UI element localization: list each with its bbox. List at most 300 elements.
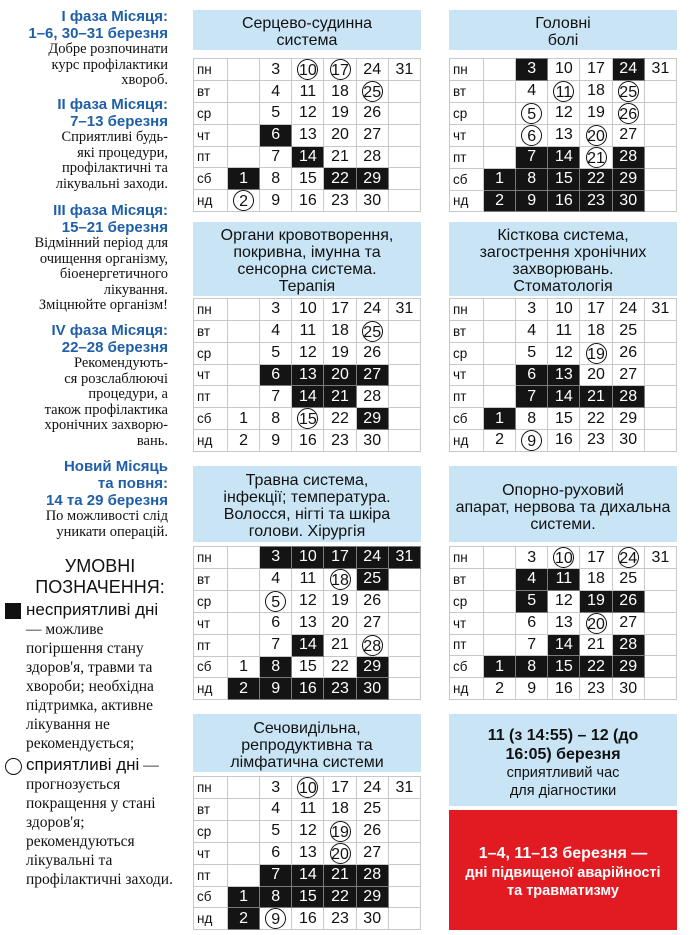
calendar-day: 15 bbox=[292, 168, 324, 190]
calendar-day: 6 bbox=[516, 364, 548, 386]
calendar-day bbox=[516, 124, 548, 146]
calendar-day: 16 bbox=[548, 429, 580, 451]
phase-3 bbox=[0, 202, 168, 314]
calendar-day bbox=[356, 81, 388, 103]
calendar-day: 24 bbox=[612, 299, 644, 321]
calendar-grid bbox=[449, 298, 677, 452]
calendar-grid bbox=[193, 546, 421, 700]
phase-4-desc-1: Рекомендують- bbox=[73, 355, 168, 371]
calendar-day: 26 bbox=[356, 103, 388, 125]
calendar-day bbox=[388, 864, 420, 886]
panel-title: Травна система, інфекції; температура. Волосся, нігті та шкіра голови. Хірургія bbox=[223, 472, 391, 540]
calendar-row bbox=[450, 102, 677, 124]
calendar-row bbox=[450, 408, 677, 430]
phase-2-desc-2: які процедури, bbox=[77, 144, 168, 161]
calendar-row bbox=[194, 103, 421, 125]
phase-4 bbox=[0, 322, 168, 449]
calendar-day: 19 bbox=[580, 102, 612, 124]
calendar-day bbox=[548, 80, 580, 102]
calendar-day: 14 bbox=[548, 386, 580, 408]
calendar-day: 13 bbox=[548, 124, 580, 146]
calendar-day bbox=[228, 864, 260, 886]
phase-2 bbox=[0, 96, 168, 192]
calendar-row bbox=[194, 820, 421, 842]
calendar-day bbox=[388, 146, 420, 168]
calendar-row bbox=[194, 799, 421, 821]
calendar-day: 3 bbox=[260, 59, 292, 81]
calendar-day bbox=[516, 429, 548, 451]
calendar-day bbox=[484, 124, 516, 146]
weekday-label: пт bbox=[450, 386, 484, 408]
calendar-day bbox=[580, 124, 612, 146]
info-line-3: сприятливий час bbox=[506, 765, 620, 781]
good-day-circle: 25 bbox=[362, 81, 383, 102]
calendar-day bbox=[644, 590, 676, 612]
calendar-day: 6 bbox=[260, 364, 292, 386]
calendar-day: 1 bbox=[484, 168, 516, 190]
calendar-day: 26 bbox=[356, 590, 388, 612]
calendar-day: 9 bbox=[260, 430, 292, 452]
calendar-day bbox=[484, 342, 516, 364]
calendar-day: 5 bbox=[516, 342, 548, 364]
calendar-row bbox=[450, 547, 677, 569]
calendar-day: 14 bbox=[548, 634, 580, 656]
weekday-label: пн bbox=[194, 59, 228, 81]
weekday-label: вт bbox=[450, 80, 484, 102]
calendar-day: 17 bbox=[324, 777, 356, 799]
legend-bad-label: несприятливі дні bbox=[26, 600, 159, 619]
calendar-day: 13 bbox=[292, 124, 324, 146]
calendar-day bbox=[388, 612, 420, 634]
weekday-label: сб bbox=[194, 168, 228, 190]
phase-4-desc-4: також профілактика bbox=[44, 401, 168, 418]
weekday-label: вт bbox=[194, 81, 228, 103]
calendar-day bbox=[644, 612, 676, 634]
calendar-day bbox=[548, 547, 580, 569]
info-line-2: 16:05) березня bbox=[505, 746, 621, 763]
calendar-day bbox=[644, 102, 676, 124]
calendar-day: 16 bbox=[292, 430, 324, 452]
calendar-day: 3 bbox=[516, 59, 548, 81]
calendar-day bbox=[388, 799, 420, 821]
calendar-day: 19 bbox=[324, 590, 356, 612]
good-day-circle: 15 bbox=[297, 408, 318, 429]
legend-title-2: ПОЗНАЧЕННЯ: bbox=[35, 577, 165, 597]
calendar-day bbox=[260, 590, 292, 612]
good-day-circle: 11 bbox=[553, 81, 574, 102]
calendar-day bbox=[484, 612, 516, 634]
calendar-row bbox=[194, 364, 421, 386]
calendar-day bbox=[228, 777, 260, 799]
calendar-day: 24 bbox=[356, 59, 388, 81]
calendar-day bbox=[388, 430, 420, 452]
weekday-label: сб bbox=[450, 408, 484, 430]
calendar-day: 2 bbox=[484, 190, 516, 212]
calendar-day: 11 bbox=[548, 569, 580, 591]
calendar-day bbox=[388, 656, 420, 678]
calendar-day: 16 bbox=[292, 908, 324, 930]
calendar-day: 8 bbox=[260, 656, 292, 678]
calendar-day bbox=[612, 80, 644, 102]
calendar-day bbox=[388, 103, 420, 125]
calendar-day bbox=[644, 678, 676, 700]
calendar-day bbox=[324, 820, 356, 842]
calendar-day: 29 bbox=[612, 168, 644, 190]
calendar-day: 15 bbox=[292, 886, 324, 908]
good-day-circle: 10 bbox=[297, 59, 318, 80]
calendar-day: 12 bbox=[292, 590, 324, 612]
calendar-day: 18 bbox=[580, 569, 612, 591]
calendar-day: 20 bbox=[324, 612, 356, 634]
calendar-row bbox=[450, 590, 677, 612]
calendar-day: 8 bbox=[260, 168, 292, 190]
calendar-day bbox=[644, 656, 676, 678]
calendar-day bbox=[388, 386, 420, 408]
accident-alert-box bbox=[449, 810, 677, 930]
phase-1-title: I фаза Місяця: bbox=[61, 8, 168, 25]
calendar-grid bbox=[193, 298, 421, 452]
diagnostics-info-box bbox=[449, 714, 677, 806]
calendar-day bbox=[228, 820, 260, 842]
calendar-day: 30 bbox=[612, 190, 644, 212]
calendar-day: 28 bbox=[612, 386, 644, 408]
calendar-row bbox=[194, 59, 421, 81]
calendar-day: 20 bbox=[324, 124, 356, 146]
calendar-day: 2 bbox=[484, 429, 516, 451]
calendar-day: 21 bbox=[324, 146, 356, 168]
calendar-day: 17 bbox=[580, 59, 612, 81]
calendar-row bbox=[194, 568, 421, 590]
calendar-day: 23 bbox=[324, 430, 356, 452]
black-square-icon bbox=[5, 603, 21, 619]
calendar-day: 31 bbox=[644, 547, 676, 569]
weekday-label: пн bbox=[450, 59, 484, 81]
calendar-day bbox=[228, 59, 260, 81]
weekday-label: сб bbox=[450, 656, 484, 678]
good-day-circle: 9 bbox=[521, 430, 542, 451]
calendar-day: 21 bbox=[324, 864, 356, 886]
calendar-row bbox=[194, 590, 421, 612]
calendar-day: 8 bbox=[516, 168, 548, 190]
panel-title: Опорно-руховий апарат, нервова та дихальна системи. bbox=[455, 482, 671, 533]
calendar-day: 26 bbox=[612, 590, 644, 612]
calendar-day: 12 bbox=[548, 590, 580, 612]
good-day-circle: 20 bbox=[586, 125, 607, 146]
panel-blood bbox=[193, 222, 421, 454]
calendar-day: 2 bbox=[484, 678, 516, 700]
calendar-day: 31 bbox=[388, 777, 420, 799]
calendar-day: 27 bbox=[356, 612, 388, 634]
good-day-circle: 20 bbox=[586, 613, 607, 634]
calendar-day: 18 bbox=[324, 81, 356, 103]
calendar-day: 22 bbox=[324, 168, 356, 190]
weekday-label: нд bbox=[450, 678, 484, 700]
calendar-day bbox=[644, 320, 676, 342]
phase-5-extra: 14 та 29 березня bbox=[46, 492, 168, 509]
weekday-label: вт bbox=[450, 320, 484, 342]
panel-muscle bbox=[449, 466, 677, 702]
calendar-day: 25 bbox=[612, 320, 644, 342]
calendar-day bbox=[484, 146, 516, 168]
phase-5 bbox=[0, 458, 168, 540]
good-day-circle: 19 bbox=[330, 821, 351, 842]
calendar-day: 29 bbox=[356, 408, 388, 430]
calendar-day: 3 bbox=[260, 777, 292, 799]
calendar-day: 30 bbox=[356, 430, 388, 452]
weekday-label: чт bbox=[194, 364, 228, 386]
calendar-row bbox=[450, 168, 677, 190]
calendar-day: 28 bbox=[356, 386, 388, 408]
calendar-row bbox=[194, 124, 421, 146]
calendar-day: 30 bbox=[356, 190, 388, 212]
calendar-day: 4 bbox=[260, 799, 292, 821]
calendar-day bbox=[484, 102, 516, 124]
weekday-label: пн bbox=[450, 547, 484, 569]
calendar-day bbox=[228, 634, 260, 656]
calendar-row bbox=[194, 864, 421, 886]
calendar-row bbox=[194, 190, 421, 212]
calendar-day bbox=[324, 59, 356, 81]
calendar-row bbox=[450, 386, 677, 408]
weekday-label: сб bbox=[194, 408, 228, 430]
weekday-label: пн bbox=[194, 299, 228, 321]
calendar-row bbox=[194, 146, 421, 168]
calendar-day bbox=[484, 299, 516, 321]
legend-title-1: УМОВНІ bbox=[64, 556, 136, 576]
calendar-day: 14 bbox=[292, 146, 324, 168]
weekday-label: ср bbox=[450, 590, 484, 612]
phase-3-desc-4: лікування. bbox=[103, 281, 168, 298]
calendar-day: 8 bbox=[516, 408, 548, 430]
calendar-day: 21 bbox=[324, 634, 356, 656]
calendar-day: 12 bbox=[548, 342, 580, 364]
good-day-circle: 2 bbox=[233, 190, 254, 211]
calendar-day bbox=[484, 364, 516, 386]
calendar-day bbox=[644, 569, 676, 591]
calendar-day: 13 bbox=[292, 612, 324, 634]
calendar-day bbox=[388, 168, 420, 190]
calendar-day: 31 bbox=[644, 299, 676, 321]
calendar-day: 23 bbox=[580, 678, 612, 700]
weekday-label: ср bbox=[450, 102, 484, 124]
calendar-day bbox=[484, 547, 516, 569]
calendar-day: 4 bbox=[260, 568, 292, 590]
calendar-day bbox=[388, 842, 420, 864]
weekday-label: сб bbox=[194, 656, 228, 678]
calendar-day: 29 bbox=[612, 408, 644, 430]
calendar-day: 4 bbox=[516, 569, 548, 591]
calendar-day: 11 bbox=[292, 81, 324, 103]
calendar-day bbox=[644, 124, 676, 146]
good-day-circle: 20 bbox=[330, 843, 351, 864]
good-day-circle: 18 bbox=[330, 569, 351, 590]
calendar-day: 8 bbox=[516, 656, 548, 678]
good-day-circle: 25 bbox=[362, 321, 383, 342]
calendar-day bbox=[612, 547, 644, 569]
calendar-day bbox=[484, 386, 516, 408]
calendar-day: 29 bbox=[356, 656, 388, 678]
calendar-day: 16 bbox=[548, 190, 580, 212]
calendar-day: 9 bbox=[516, 678, 548, 700]
weekday-label: пт bbox=[194, 146, 228, 168]
calendar-day: 27 bbox=[612, 612, 644, 634]
calendar-row bbox=[450, 299, 677, 321]
calendar-day: 30 bbox=[612, 678, 644, 700]
calendar-day: 25 bbox=[356, 568, 388, 590]
calendar-day: 19 bbox=[324, 103, 356, 125]
calendar-day bbox=[388, 634, 420, 656]
calendar-day: 3 bbox=[260, 299, 292, 321]
calendar-row bbox=[194, 320, 421, 342]
calendar-day bbox=[388, 886, 420, 908]
calendar-day: 23 bbox=[324, 908, 356, 930]
calendar-day: 9 bbox=[516, 190, 548, 212]
calendar-grid bbox=[193, 776, 421, 930]
calendar-row bbox=[450, 342, 677, 364]
calendar-day bbox=[612, 102, 644, 124]
weekday-label: пт bbox=[450, 634, 484, 656]
good-day-circle: 21 bbox=[586, 147, 607, 168]
calendar-day bbox=[388, 124, 420, 146]
phase-4-title: IV фаза Місяця: bbox=[51, 322, 168, 339]
legend-bad bbox=[4, 600, 174, 753]
calendar-day: 1 bbox=[228, 168, 260, 190]
calendar-day: 6 bbox=[516, 612, 548, 634]
calendar-day: 16 bbox=[548, 678, 580, 700]
calendar-day: 27 bbox=[612, 124, 644, 146]
calendar-day: 9 bbox=[260, 190, 292, 212]
calendar-day bbox=[228, 81, 260, 103]
calendar-day: 10 bbox=[548, 59, 580, 81]
weekday-label: чт bbox=[194, 124, 228, 146]
weekday-label: ср bbox=[194, 820, 228, 842]
calendar-day: 16 bbox=[292, 190, 324, 212]
calendar-day bbox=[388, 190, 420, 212]
panel-digest bbox=[193, 466, 421, 702]
phase-4-desc-5: хронічних захворю- bbox=[44, 417, 168, 433]
phase-1-desc-2: курс профілактики bbox=[51, 56, 168, 73]
calendar-day: 25 bbox=[356, 799, 388, 821]
phase-3-desc-3: біоенергетичного bbox=[59, 266, 168, 282]
legend bbox=[4, 556, 174, 889]
weekday-label: ср bbox=[194, 590, 228, 612]
weekday-label: пт bbox=[194, 386, 228, 408]
calendar-day: 1 bbox=[228, 886, 260, 908]
calendar-day: 14 bbox=[292, 634, 324, 656]
weekday-label: нд bbox=[450, 190, 484, 212]
phase-4-desc-2: ся розслаблюючі bbox=[64, 370, 168, 387]
calendar-day: 12 bbox=[292, 342, 324, 364]
calendar-day: 22 bbox=[580, 168, 612, 190]
calendar-day bbox=[228, 342, 260, 364]
calendar-day: 3 bbox=[260, 547, 292, 569]
calendar-day: 17 bbox=[324, 299, 356, 321]
calendar-day bbox=[644, 364, 676, 386]
calendar-day bbox=[324, 842, 356, 864]
weekday-label: пт bbox=[194, 634, 228, 656]
phase-3-desc-5: Зміцнюйте організм! bbox=[38, 297, 168, 313]
phase-4-dates: 22–28 березня bbox=[61, 339, 168, 356]
calendar-day bbox=[228, 799, 260, 821]
calendar-day: 2 bbox=[228, 908, 260, 930]
calendar-row bbox=[194, 842, 421, 864]
info-line-1: 11 (з 14:55) – 12 (до bbox=[487, 727, 639, 744]
calendar-day: 5 bbox=[260, 820, 292, 842]
calendar-day: 14 bbox=[548, 146, 580, 168]
calendar-day: 15 bbox=[548, 168, 580, 190]
calendar-day: 24 bbox=[356, 777, 388, 799]
calendar-day bbox=[228, 124, 260, 146]
calendar-day: 18 bbox=[324, 320, 356, 342]
calendar-day: 1 bbox=[228, 656, 260, 678]
weekday-label: чт bbox=[450, 364, 484, 386]
calendar-day bbox=[356, 320, 388, 342]
calendar-day: 26 bbox=[356, 820, 388, 842]
calendar-day bbox=[644, 190, 676, 212]
calendar-day bbox=[484, 320, 516, 342]
weekday-label: нд bbox=[194, 678, 228, 700]
calendar-day bbox=[228, 386, 260, 408]
good-day-circle: 6 bbox=[521, 125, 542, 146]
calendar-grid bbox=[193, 58, 421, 212]
weekday-label: вт bbox=[194, 799, 228, 821]
calendar-day: 17 bbox=[580, 299, 612, 321]
good-day-circle: 5 bbox=[265, 591, 286, 612]
calendar-row bbox=[450, 320, 677, 342]
calendar-day: 28 bbox=[612, 146, 644, 168]
phase-4-desc-3: процедури, а bbox=[88, 386, 168, 402]
calendar-day: 31 bbox=[388, 299, 420, 321]
weekday-label: чт bbox=[450, 612, 484, 634]
phase-2-dates: 7–13 березня bbox=[70, 113, 168, 130]
calendar-day bbox=[484, 59, 516, 81]
calendar-day: 24 bbox=[356, 547, 388, 569]
weekday-label: пн bbox=[194, 777, 228, 799]
calendar-day bbox=[292, 408, 324, 430]
calendar-day: 13 bbox=[292, 364, 324, 386]
phase-5-dates: та повня: bbox=[97, 475, 168, 492]
calendar-day: 22 bbox=[324, 886, 356, 908]
calendar-day: 3 bbox=[516, 547, 548, 569]
calendar-day: 7 bbox=[260, 386, 292, 408]
calendar-day bbox=[228, 568, 260, 590]
weekday-label: ср bbox=[194, 103, 228, 125]
calendar-row bbox=[194, 386, 421, 408]
calendar-row bbox=[450, 634, 677, 656]
weekday-label: чт bbox=[194, 842, 228, 864]
weekday-label: сб bbox=[450, 168, 484, 190]
calendar-day: 21 bbox=[580, 634, 612, 656]
calendar-row bbox=[194, 678, 421, 700]
good-day-circle: 24 bbox=[618, 547, 639, 568]
calendar-day: 11 bbox=[548, 320, 580, 342]
phase-4-desc-6: вань. bbox=[136, 432, 168, 449]
legend-good-desc: — прогнозується покращення у стані здоров'я; рекомендуються лікувальні та профілактичні заходи. bbox=[26, 757, 173, 888]
calendar-day: 1 bbox=[484, 408, 516, 430]
calendar-row bbox=[194, 81, 421, 103]
calendar-row bbox=[194, 430, 421, 452]
calendar-day: 7 bbox=[260, 146, 292, 168]
calendar-day: 12 bbox=[292, 103, 324, 125]
calendar-day: 29 bbox=[356, 886, 388, 908]
calendar-day: 11 bbox=[292, 568, 324, 590]
good-day-circle: 25 bbox=[618, 81, 639, 102]
calendar-row bbox=[450, 80, 677, 102]
calendar-day bbox=[644, 634, 676, 656]
calendar-row bbox=[194, 299, 421, 321]
calendar-day bbox=[388, 342, 420, 364]
calendar-day: 13 bbox=[292, 842, 324, 864]
